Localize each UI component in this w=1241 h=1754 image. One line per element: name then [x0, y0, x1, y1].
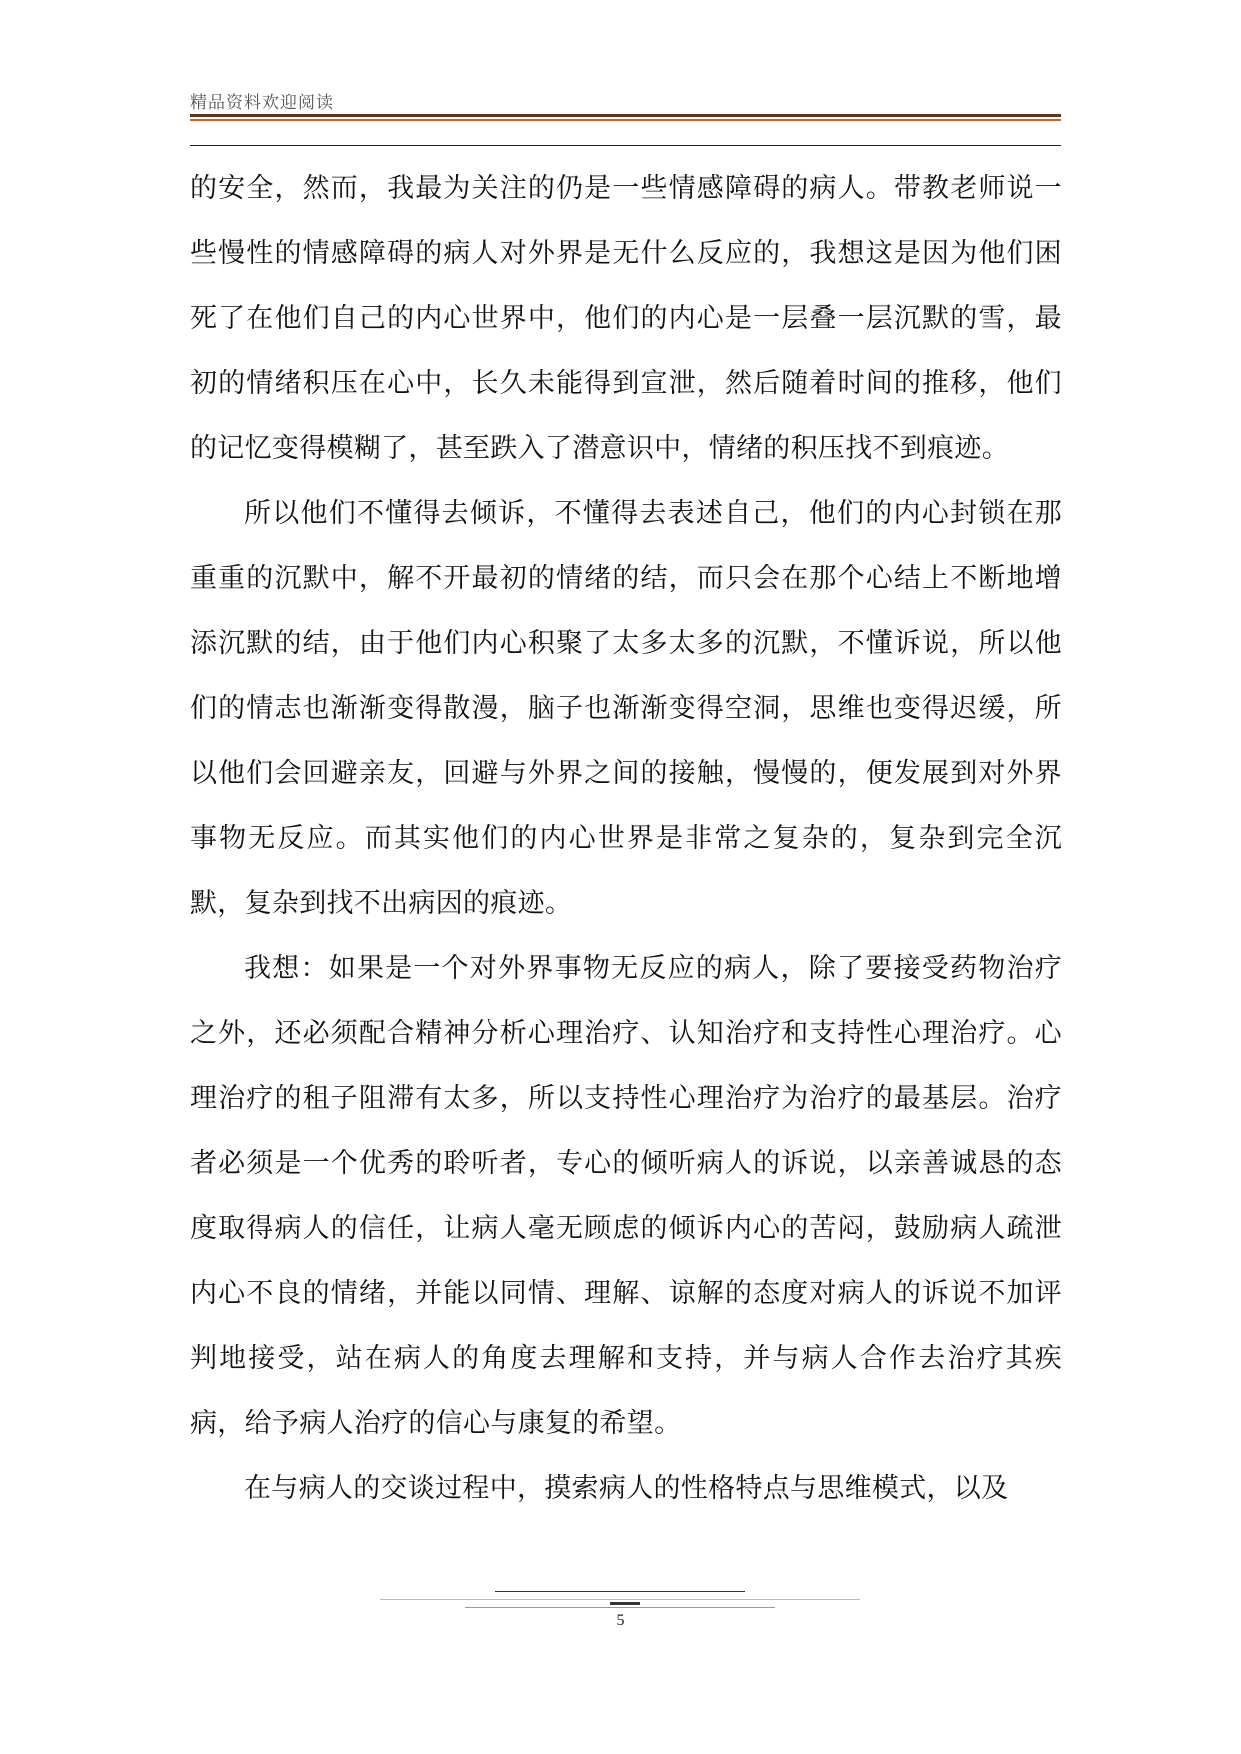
- paragraph: 所以他们不懂得去倾诉，不懂得去表述自己，他们的内心封锁在那重重的沉默中，解不开最初的情绪的结，而只会在那个心结上不断地增添沉默的结，由于他们内心积聚了太多太多的沉默，不懂诉说，所以他们的情志也渐渐变得散漫，脑子也渐渐变得空洞，思维也变得迟缓，所以他们会回避亲友，回避与外界之间的接触，慢慢的，便发展到对外界事物无反应。而其实他们的内心世界是非常之复杂的，复杂到完全沉默，复杂到找不出病因的痕迹。: [190, 498, 1062, 919]
- document-body: [190, 156, 1062, 1521]
- paragraph: 在与病人的交谈过程中，摸索病人的性格特点与思维模式，以及: [244, 1473, 1009, 1504]
- footer-rule: [380, 1599, 860, 1600]
- footer-rule: [465, 1607, 775, 1608]
- footer-rule-mark: [610, 1602, 640, 1605]
- header-rule-thin: [190, 145, 1061, 146]
- paragraph: 的安全，然而，我最为关注的仍是一些情感障碍的病人。带教老师说一些慢性的情感障碍的病人对外界是无什么反应的，我想这是因为他们困死了在他们自己的内心世界中，他们的内心是一层叠一层沉默的雪，最初的情绪积压在心中，长久未能得到宣泄，然后随着时间的推移，他们的记忆变得模糊了，甚至跌入了潜意识中，情绪的积压找不到痕迹。: [190, 173, 1062, 464]
- paragraph: 我想：如果是一个对外界事物无反应的病人，除了要接受药物治疗之外，还必须配合精神分析心理治疗、认知治疗和支持性心理治疗。心理治疗的租子阻滞有太多，所以支持性心理治疗为治疗的最基层。治疗者必须是一个优秀的聆听者，专心的倾听病人的诉说，以亲善诚恳的态度取得病人的信任，让病人毫无顾虑的倾诉内心的苦闷，鼓励病人疏泄内心不良的情绪，并能以同情、理解、谅解的态度对病人的诉说不加评判地接受，站在病人的角度去理解和支持，并与病人合作去治疗其疾病，给予病人治疗的信心与康复的希望。: [190, 953, 1062, 1439]
- header-rule-thick: [190, 114, 1061, 117]
- page-number: 5: [616, 1612, 625, 1629]
- footer-rule: [495, 1591, 745, 1592]
- header-title: 精品资料欢迎阅读: [190, 93, 334, 113]
- header-rule-accent: [190, 119, 1061, 121]
